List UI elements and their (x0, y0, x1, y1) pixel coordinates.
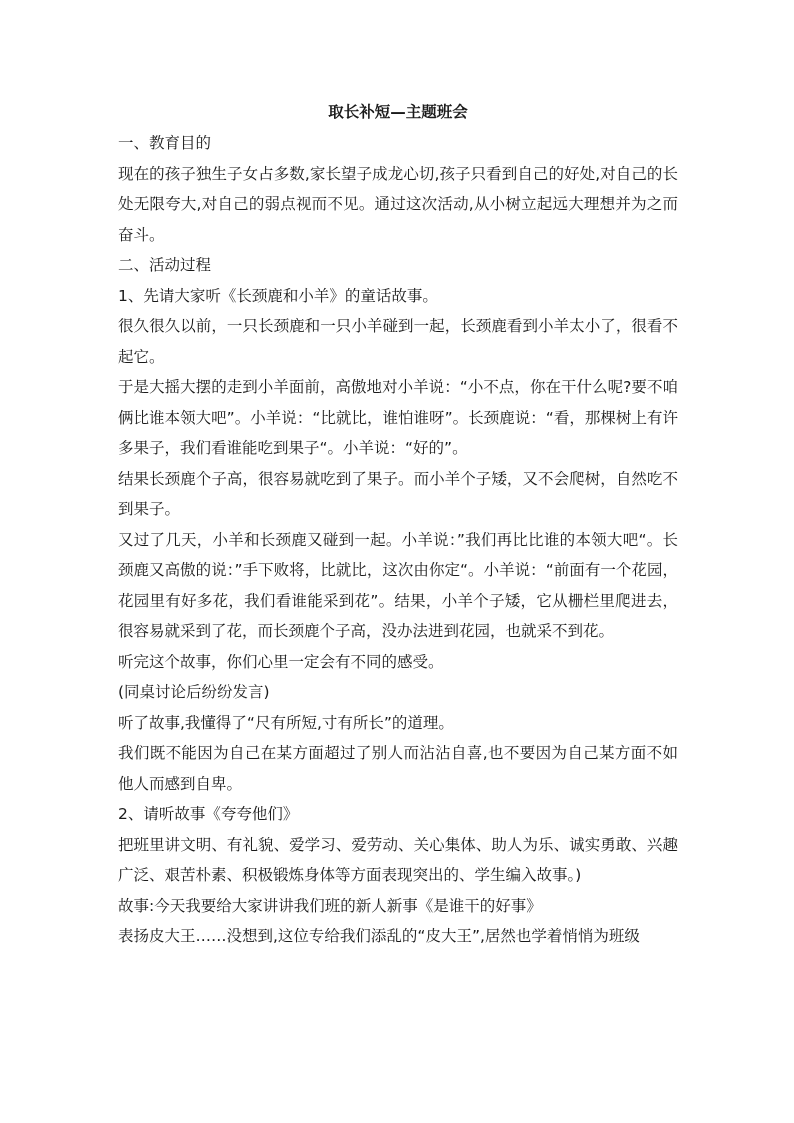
story-paragraph: 结果长颈鹿个子高，很容易就吃到了果子。而小羊个子矮，又不会爬树，自然吃不到果子。 (118, 469, 678, 518)
story-praise-paragraph: 表扬皮大王……没想到,这位专给我们添乱的“皮大王”,居然也学着悄悄为班级 (118, 927, 640, 945)
document-body (118, 96, 678, 952)
step-1-heading: 1、先请大家听《长颈鹿和小羊》的童话故事。 (118, 286, 438, 305)
story-paragraph: 又过了几天，小羊和长颈鹿又碰到一起。小羊说：”我们再比比谁的本领大吧“。长颈鹿又高傲的说：”手下败将，比就比，这次由你定“。小羊说：“前面有一个花园，花园里有好多花，我们看谁能采到花”。结果，小羊个子矮，它从栅栏里爬进去，很容易就采到了花，而长颈鹿个子高，没办法进到花园，也就采不到花。 (118, 530, 678, 640)
story-paragraph: 很久很久以前，一只长颈鹿和一只小羊碰到一起，长颈鹿看到小羊太小了，很看不起它。 (118, 317, 678, 366)
lesson-paragraph: 我们既不能因为自己在某方面超过了别人而沾沾自喜,也不要因为自己某方面不如他人而感到自卑。 (118, 744, 678, 793)
document-title: 取长补短—主题班会 (328, 103, 468, 121)
paragraph-purpose: 现在的孩子独生子女占多数,家长望子成龙心切,孩子只看到自己的好处,对自己的长处无限夸大,对自己的弱点视而不见。通过这次活动,从小树立起远大理想并为之而奋斗。 (118, 164, 678, 244)
story-paragraph: 于是大摇大摆的走到小羊面前，高傲地对小羊说：“小不点，你在干什么呢?要不咱俩比谁本领大吧”。小羊说：“比就比，谁怕谁呀”。长颈鹿说：“看，那棵树上有许多果子，我们看谁能吃到果子“。小羊说：“好的”。 (118, 378, 678, 457)
lesson-paragraph: 听了故事,我懂得了“尺有所短,寸有所长”的道理。 (118, 713, 454, 732)
instruction-paragraph: 把班里讲文明、有礼貌、爱学习、爱劳动、关心集体、助人为乐、诚实勇敢、兴趣广泛、艰苦朴素、积极锻炼身体等方面表现突出的、学生编入故事。) (118, 835, 678, 884)
section-heading-process: 二、活动过程 (118, 256, 212, 274)
step-2-heading: 2、请听故事《夸夸他们》 (118, 805, 299, 823)
story-reflection: 听完这个故事，你们心里一定会有不同的感受。 (118, 652, 444, 671)
story-intro-paragraph: 故事:今天我要给大家讲讲我们班的新人新事《是谁干的好事》 (118, 896, 542, 915)
discussion-note: (同桌讨论后纷纷发言) (118, 683, 270, 701)
section-heading-purpose: 一、教育目的 (118, 134, 212, 152)
